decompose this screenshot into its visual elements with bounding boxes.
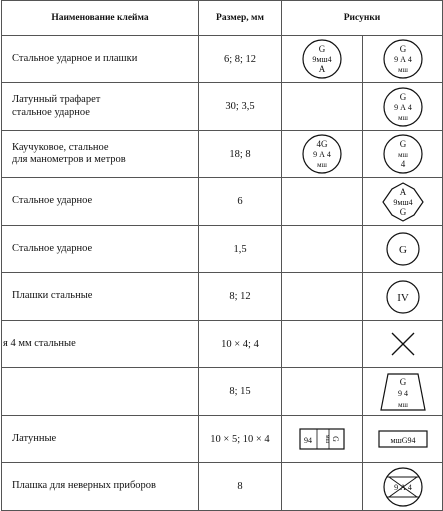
row-size: 18; 8 bbox=[199, 131, 282, 178]
svg-text:9 А 4: 9 А 4 bbox=[393, 55, 412, 64]
stamp-cell-empty bbox=[282, 368, 363, 416]
table-row bbox=[2, 36, 443, 83]
stamp-cell bbox=[363, 416, 443, 463]
svg-text:мш: мш bbox=[324, 434, 330, 444]
table-row bbox=[2, 226, 443, 273]
svg-text:мш: мш bbox=[397, 151, 408, 159]
row-name: Стальное ударное bbox=[2, 178, 199, 226]
circle-stamp-icon bbox=[381, 132, 425, 176]
row-name: я 4 мм стальные bbox=[2, 321, 199, 368]
row-size: 6; 8; 12 bbox=[199, 36, 282, 83]
row-name: Латунный трафарет стальное ударное bbox=[2, 83, 199, 131]
table-row bbox=[2, 131, 443, 178]
row-size: 8; 12 bbox=[199, 273, 282, 321]
circle-stamp-icon bbox=[300, 37, 344, 81]
svg-text:А: А bbox=[399, 186, 406, 197]
table-row bbox=[2, 273, 443, 321]
row-size: 1,5 bbox=[199, 226, 282, 273]
stamps-table bbox=[1, 0, 443, 511]
stamp-cell-empty bbox=[282, 321, 363, 368]
table-row bbox=[2, 83, 443, 131]
svg-text:G: G bbox=[399, 91, 406, 102]
stamp-cell bbox=[363, 131, 443, 178]
row-size: 30; 3,5 bbox=[199, 83, 282, 131]
table-row bbox=[2, 368, 443, 416]
row-name: Стальное ударное bbox=[2, 226, 199, 273]
table-header-row bbox=[2, 1, 443, 36]
svg-text:9 А 4: 9 А 4 bbox=[313, 150, 331, 159]
cross-icon bbox=[387, 328, 419, 360]
circle-stamp-icon bbox=[383, 277, 423, 317]
svg-text:9мш4: 9мш4 bbox=[312, 55, 332, 64]
svg-text:G: G bbox=[399, 206, 406, 217]
stamp-cell bbox=[282, 36, 363, 83]
svg-text:мш: мш bbox=[317, 161, 327, 169]
svg-text:IV: IV bbox=[396, 291, 409, 304]
rectangle-stamp-icon bbox=[376, 428, 430, 450]
stamp-cell bbox=[282, 131, 363, 178]
svg-text:G: G bbox=[331, 436, 340, 442]
table-row bbox=[2, 321, 443, 368]
shield-stamp-icon bbox=[378, 370, 428, 414]
stamp-cell bbox=[363, 178, 443, 226]
rectangle-stamp-icon bbox=[297, 426, 347, 452]
table-row bbox=[2, 463, 443, 511]
row-size: 8 bbox=[199, 463, 282, 511]
svg-text:4: 4 bbox=[400, 159, 405, 169]
stamp-cell-empty bbox=[282, 178, 363, 226]
row-size: 6 bbox=[199, 178, 282, 226]
octagon-stamp-icon bbox=[380, 180, 426, 224]
row-size: 10 × 4; 4 bbox=[199, 321, 282, 368]
stamp-cell-empty bbox=[282, 273, 363, 321]
circle-stamp-icon bbox=[381, 37, 425, 81]
row-size: 8; 15 bbox=[199, 368, 282, 416]
stamp-cell-empty bbox=[282, 463, 363, 511]
circle-stamp-icon bbox=[300, 132, 344, 176]
stamp-cell bbox=[363, 83, 443, 131]
svg-text:9 4: 9 4 bbox=[397, 388, 408, 398]
stamp-cell bbox=[363, 273, 443, 321]
svg-text:4G: 4G bbox=[316, 139, 328, 149]
circle-stamp-icon bbox=[381, 85, 425, 129]
header-size: Размер, мм bbox=[199, 1, 282, 36]
row-name: Латунные bbox=[2, 416, 199, 463]
row-size: 10 × 5; 10 × 4 bbox=[199, 416, 282, 463]
row-name: Плашка для неверных приборов bbox=[2, 463, 199, 511]
svg-text:9 А 4: 9 А 4 bbox=[393, 482, 412, 492]
row-name: Каучуковое, стальное для манометров и метров bbox=[2, 131, 199, 178]
table-row bbox=[2, 416, 443, 463]
svg-text:мшG94: мшG94 bbox=[390, 436, 415, 445]
stamp-cell bbox=[363, 463, 443, 511]
svg-text:94: 94 bbox=[304, 436, 312, 445]
stamp-cell bbox=[363, 368, 443, 416]
svg-text:G: G bbox=[399, 44, 406, 54]
row-name: Плашки стальные bbox=[2, 273, 199, 321]
svg-text:мш: мш bbox=[397, 113, 408, 122]
table-row bbox=[2, 178, 443, 226]
stamp-cell bbox=[282, 416, 363, 463]
crossed-circle-stamp-icon bbox=[381, 465, 425, 509]
row-name: Стальное ударное и плашки bbox=[2, 36, 199, 83]
stamp-cell bbox=[363, 226, 443, 273]
svg-text:мш: мш bbox=[397, 400, 408, 409]
svg-text:G: G bbox=[399, 376, 406, 387]
svg-text:9 А 4: 9 А 4 bbox=[393, 102, 412, 112]
svg-text:9мш4: 9мш4 bbox=[392, 197, 413, 207]
header-name: Наименование клейма bbox=[2, 1, 199, 36]
header-pictures: Рисунки bbox=[282, 1, 443, 36]
svg-text:G: G bbox=[399, 139, 406, 149]
svg-text:G: G bbox=[398, 244, 407, 256]
row-name bbox=[2, 368, 199, 416]
stamp-cell-empty bbox=[282, 226, 363, 273]
stamp-cell bbox=[363, 36, 443, 83]
stamp-cell-empty bbox=[282, 83, 363, 131]
svg-text:A: A bbox=[318, 64, 326, 74]
svg-text:G: G bbox=[318, 44, 326, 54]
stamp-cell bbox=[363, 321, 443, 368]
circle-stamp-icon bbox=[383, 229, 423, 269]
svg-text:мш: мш bbox=[397, 66, 408, 74]
